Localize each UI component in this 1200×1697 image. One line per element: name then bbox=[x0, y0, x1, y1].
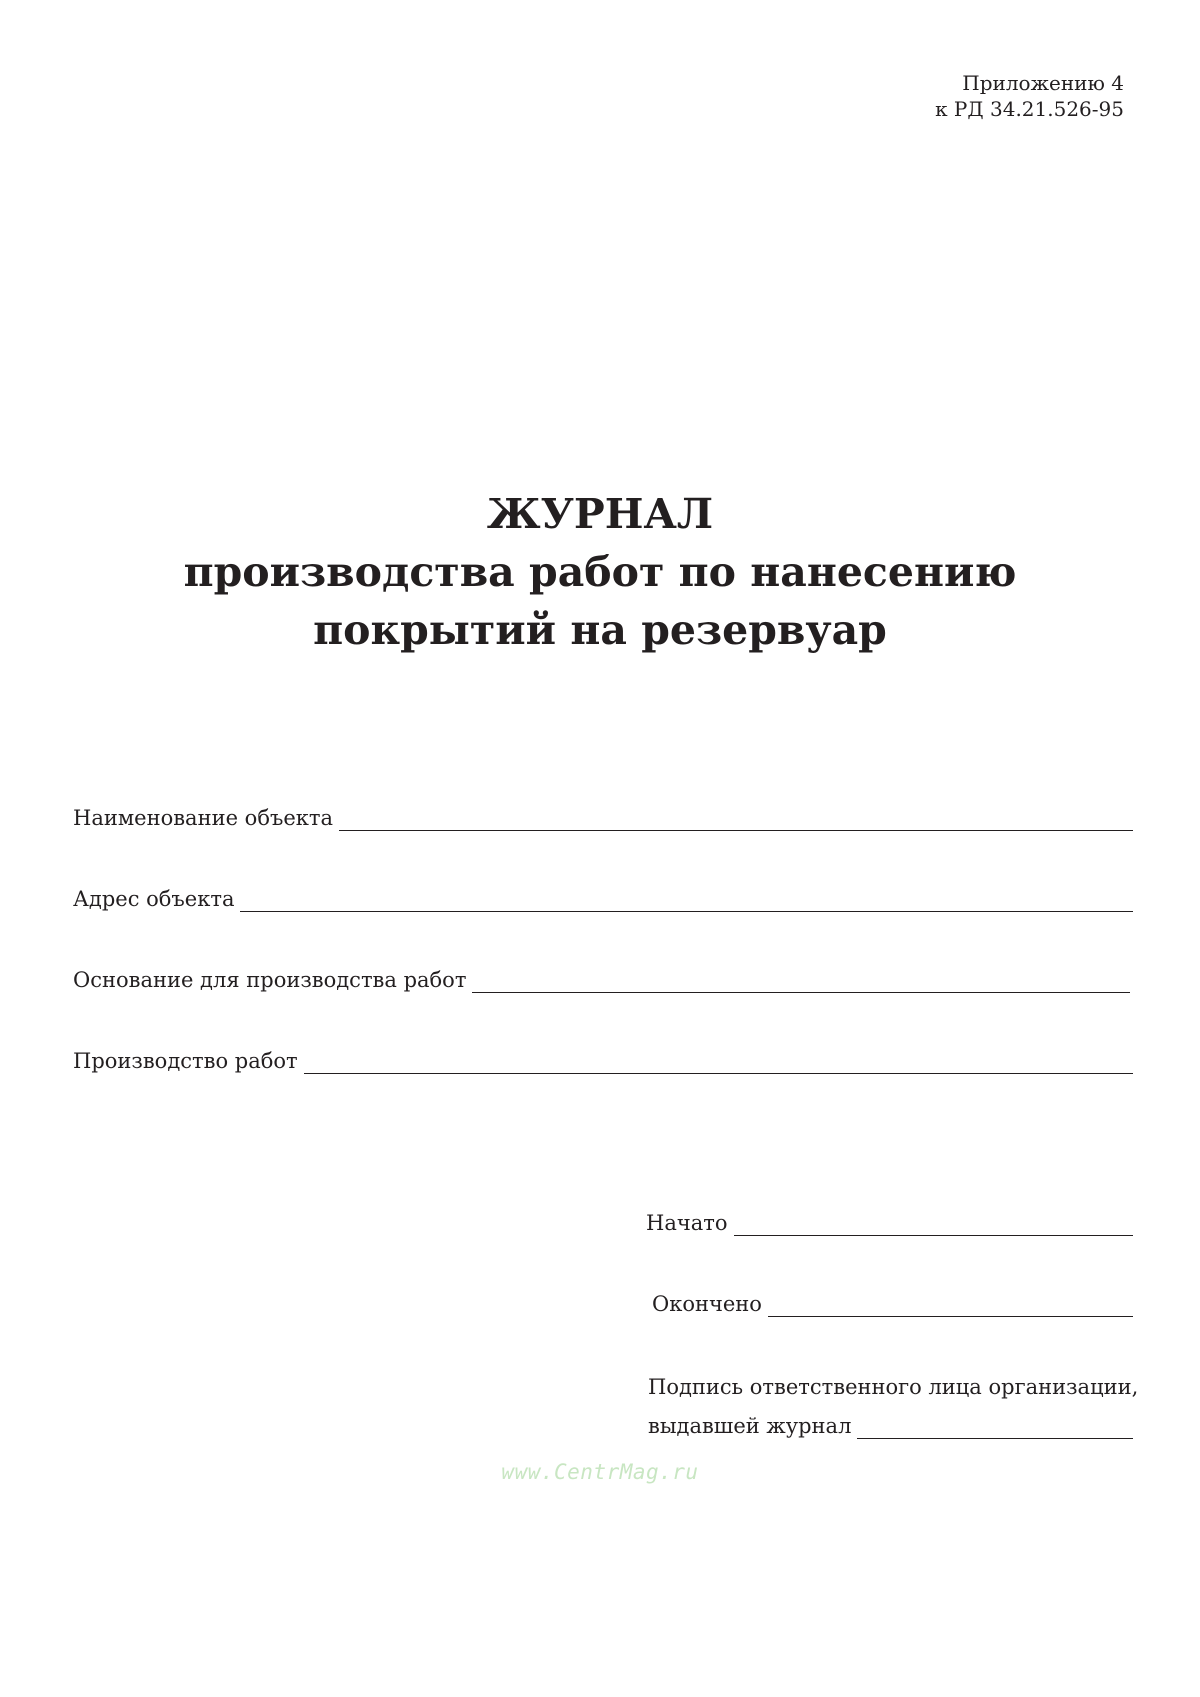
watermark: www.CentrMag.ru bbox=[501, 1460, 699, 1484]
appendix-line-2: к РД 34.21.526-95 bbox=[935, 97, 1124, 121]
signature-label-line-2: выдавшей журнал bbox=[648, 1414, 852, 1438]
title-line-1: ЖУРНАЛ bbox=[486, 490, 714, 538]
signature-field bbox=[648, 1413, 1133, 1439]
object-address-label: Адрес объекта bbox=[73, 887, 235, 911]
work-production-blank-line[interactable] bbox=[304, 1051, 1133, 1074]
signature-blank-line[interactable] bbox=[857, 1416, 1133, 1439]
started-label: Начато bbox=[646, 1211, 728, 1235]
finished-blank-line[interactable] bbox=[768, 1294, 1133, 1317]
object-name-label: Наименование объекта bbox=[73, 806, 334, 830]
object-name-field bbox=[73, 805, 1133, 831]
object-name-blank-line[interactable] bbox=[339, 808, 1133, 831]
title-line-2: производства работ по нанесению bbox=[183, 548, 1017, 596]
appendix-reference bbox=[935, 70, 1124, 122]
work-basis-blank-line[interactable] bbox=[472, 970, 1130, 993]
journal-title bbox=[0, 485, 1200, 659]
object-address-blank-line[interactable] bbox=[240, 889, 1133, 912]
work-production-label: Производство работ bbox=[73, 1049, 298, 1073]
finished-label: Окончено bbox=[652, 1292, 762, 1316]
started-field bbox=[646, 1210, 1133, 1236]
signature-label-line-1: Подпись ответственного лица организации, bbox=[648, 1375, 1139, 1399]
started-blank-line[interactable] bbox=[734, 1213, 1134, 1236]
work-production-field bbox=[73, 1048, 1133, 1074]
work-basis-field bbox=[73, 967, 1130, 993]
object-address-field bbox=[73, 886, 1133, 912]
finished-field bbox=[652, 1291, 1133, 1317]
work-basis-label: Основание для производства работ bbox=[73, 968, 467, 992]
title-line-3: покрытий на резервуар bbox=[313, 606, 887, 654]
appendix-line-1: Приложению 4 bbox=[962, 71, 1124, 95]
